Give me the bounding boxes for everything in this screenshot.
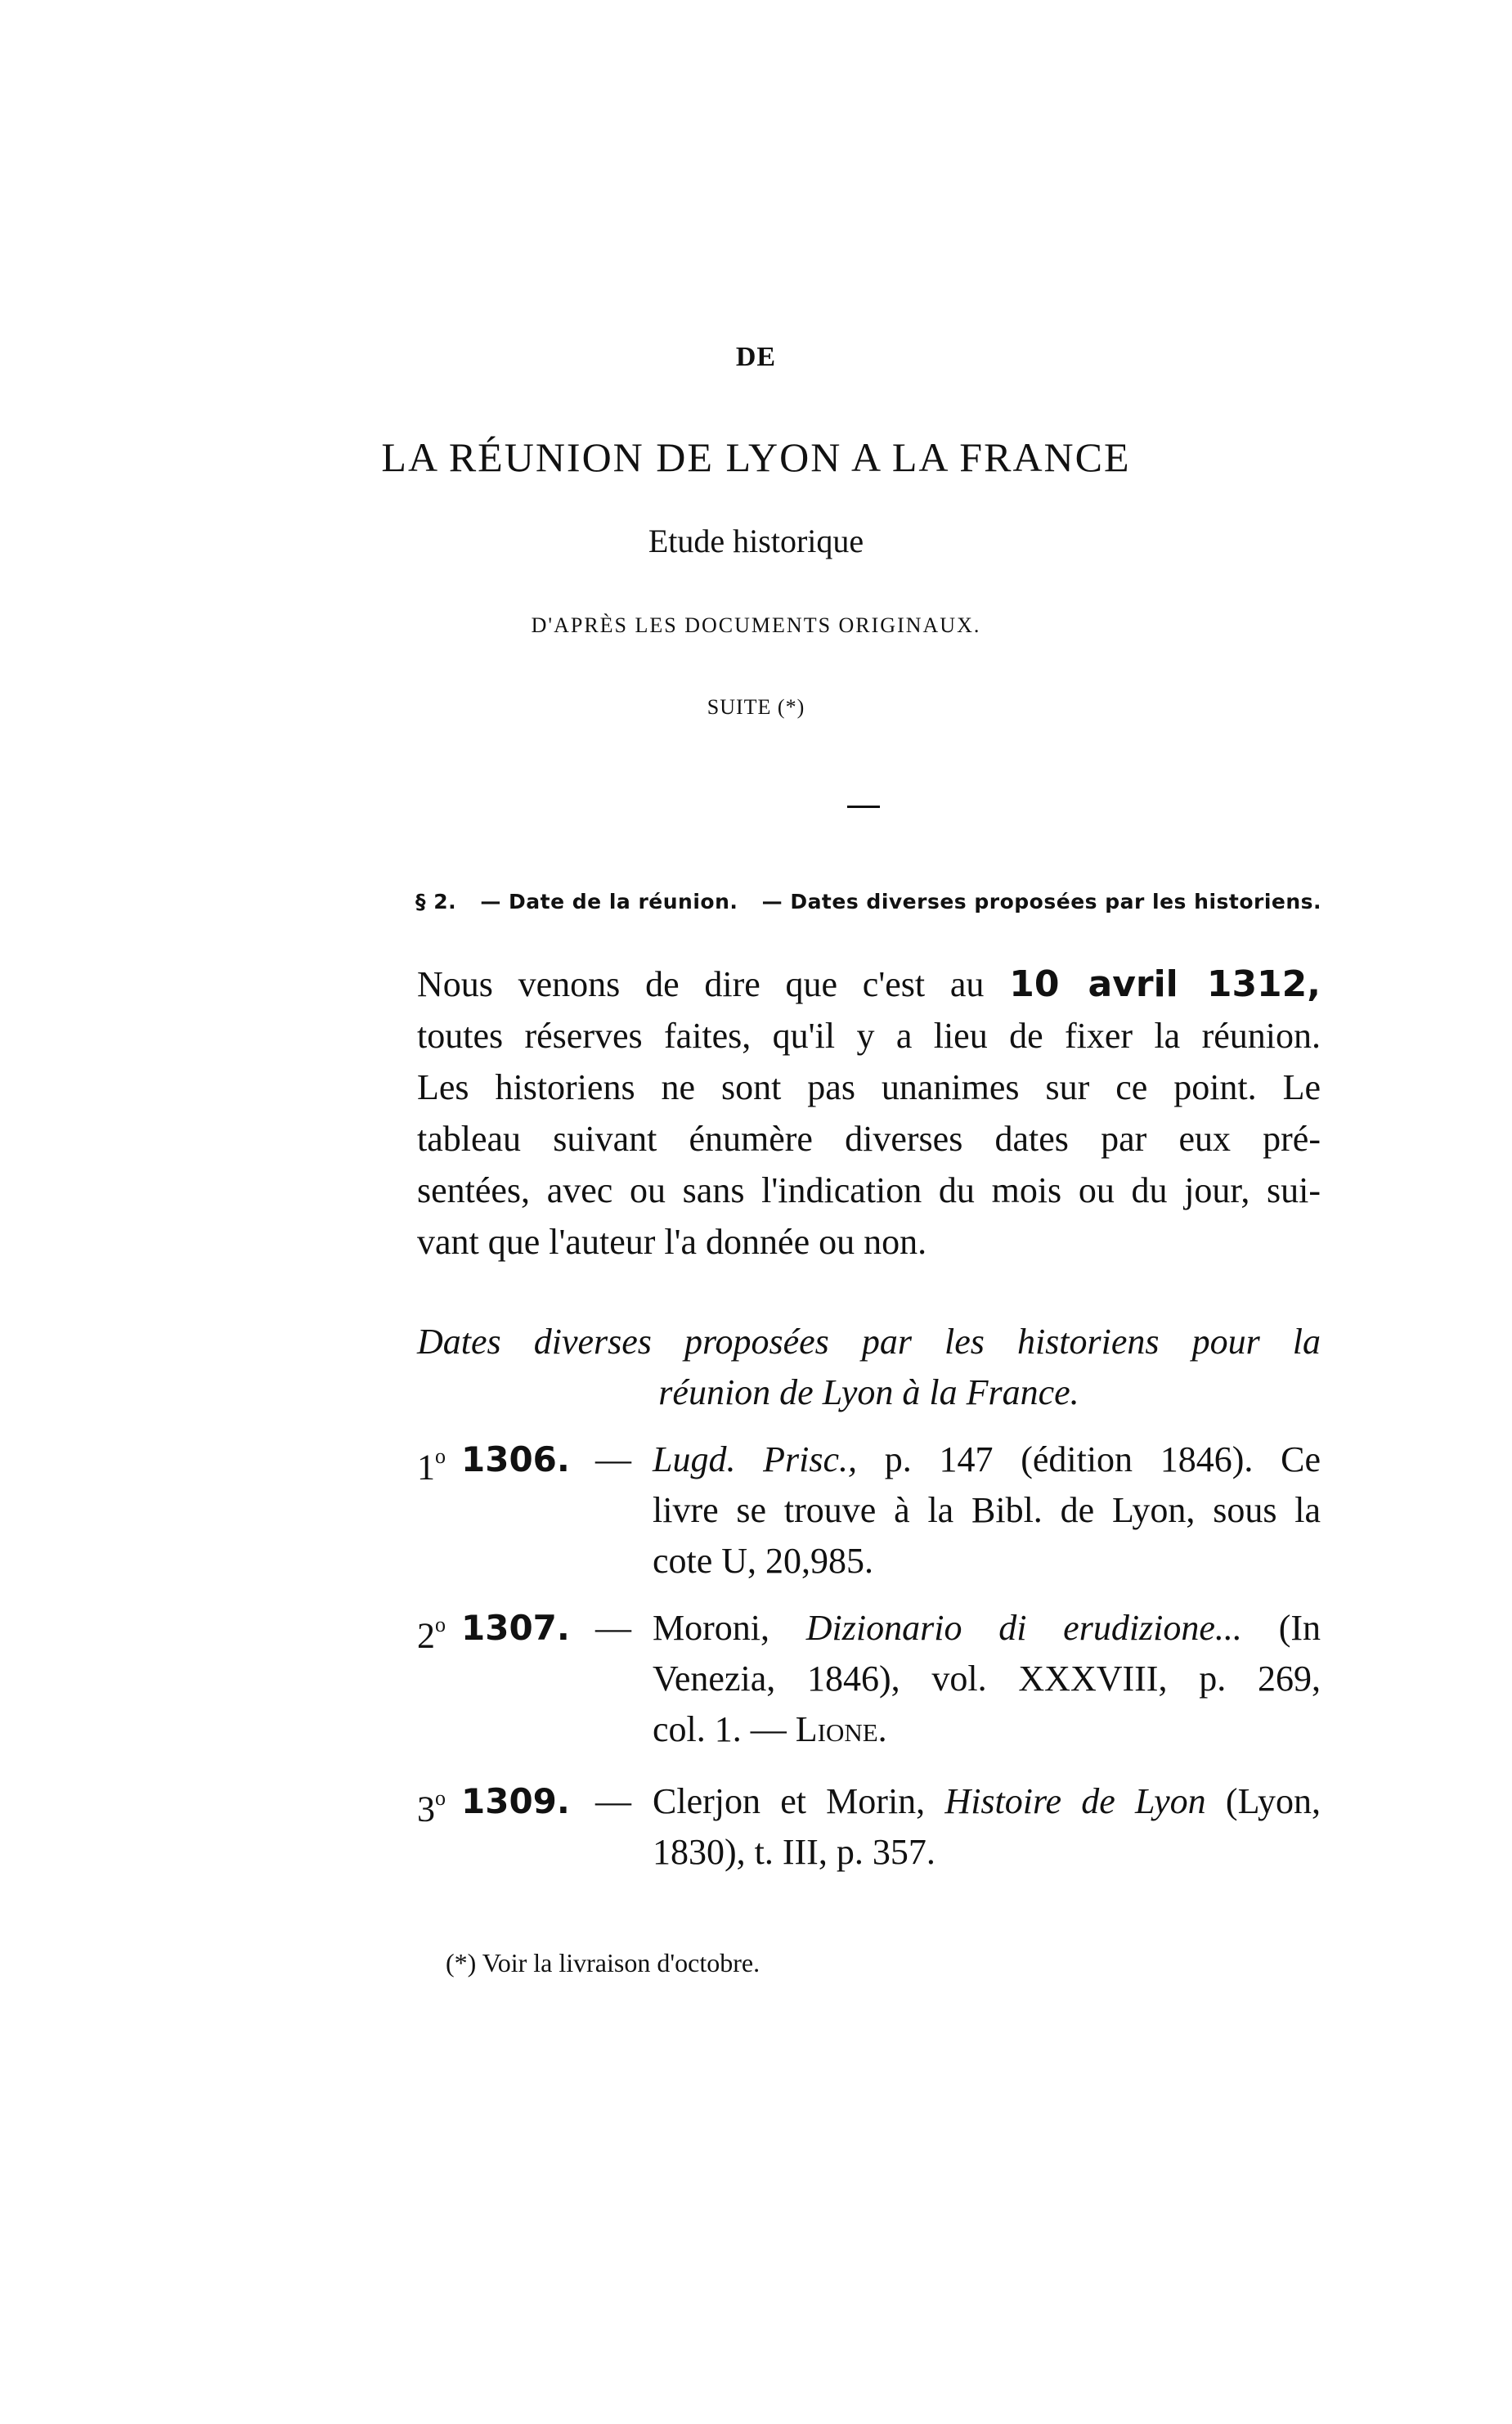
entry-number: 3$^o$	[417, 1786, 446, 1829]
suite-label: SUITE (*)	[707, 695, 805, 719]
section-number: § 2.	[415, 890, 457, 913]
entry-dash: —	[595, 1608, 631, 1648]
section-heading	[415, 890, 1322, 913]
entry-number: 1$^o$	[417, 1444, 446, 1488]
entry-line: Lugd. Prisc., p. 147 (édition 1846). Ce	[653, 1439, 1321, 1479]
paragraph-line: sentées, avec ou sans l'indication du mois ou du jour, sui-	[417, 1170, 1321, 1210]
entry-line: Clerjon et Morin, Histoire de Lyon (Lyon,	[653, 1781, 1321, 1821]
entry-line: cote U, 20,985.	[653, 1541, 874, 1581]
list-item	[417, 1434, 1321, 1587]
entry-line: 1830), t. III, p. 357.	[653, 1832, 935, 1872]
page-subtitle: Etude historique	[648, 523, 864, 559]
entry-body	[653, 1434, 1321, 1587]
highlighted-date: 10 avril 1312,	[1009, 963, 1321, 1005]
list-item	[417, 1776, 1321, 1878]
title-rule	[847, 806, 880, 808]
entry-year: 1306.	[461, 1439, 570, 1479]
entry-year: 1309.	[461, 1781, 570, 1821]
paragraph-text: Nous venons de dire que c'est au	[417, 964, 985, 1004]
paragraph-line	[417, 958, 1321, 1010]
entry-line: col. 1. — Lione.	[653, 1709, 887, 1749]
paragraph-line: tableau suivant énumère diverses dates par eux pré-	[417, 1119, 1321, 1159]
section-title: — Date de la réunion.	[480, 890, 738, 913]
table-caption	[417, 1317, 1321, 1418]
paragraph-line: Les historiens ne sont pas unanimes sur ce point. Le	[417, 1067, 1321, 1107]
entry-line: livre se trouve à la Bibl. de Lyon, sous la	[653, 1490, 1321, 1530]
section-subtitle: — Dates diverses proposées par les historiens.	[761, 890, 1322, 913]
paragraph-line: toutes réserves faites, qu'il y a lieu de fixer la réunion.	[417, 1016, 1321, 1056]
header-de: DE	[735, 342, 777, 372]
entry-body	[653, 1776, 1321, 1878]
entry-dash: —	[595, 1439, 631, 1479]
entry-body	[653, 1603, 1321, 1755]
entry-line: Venezia, 1846), vol. XXXVIII, p. 269,	[653, 1659, 1321, 1699]
intro-paragraph	[417, 958, 1321, 1268]
paragraph-line: vant que l'auteur l'a donnée ou non.	[417, 1222, 927, 1262]
caption-line: Dates diverses proposées par les historiens pour la	[417, 1322, 1321, 1362]
sources-line: D'APRÈS LES DOCUMENTS ORIGINAUX.	[531, 613, 981, 637]
page-title: LA RÉUNION DE LYON A LA FRANCE	[381, 434, 1131, 480]
footnote: (*) Voir la livraison d'octobre.	[446, 1948, 760, 1977]
caption-line: réunion de Lyon à la France.	[658, 1372, 1079, 1412]
entry-line: Moroni, Dizionario di erudizione... (In	[653, 1608, 1321, 1648]
entry-year: 1307.	[461, 1608, 570, 1648]
entry-dash: —	[595, 1781, 631, 1821]
entry-number: 2$^o$	[417, 1613, 446, 1656]
list-item	[417, 1603, 1321, 1755]
